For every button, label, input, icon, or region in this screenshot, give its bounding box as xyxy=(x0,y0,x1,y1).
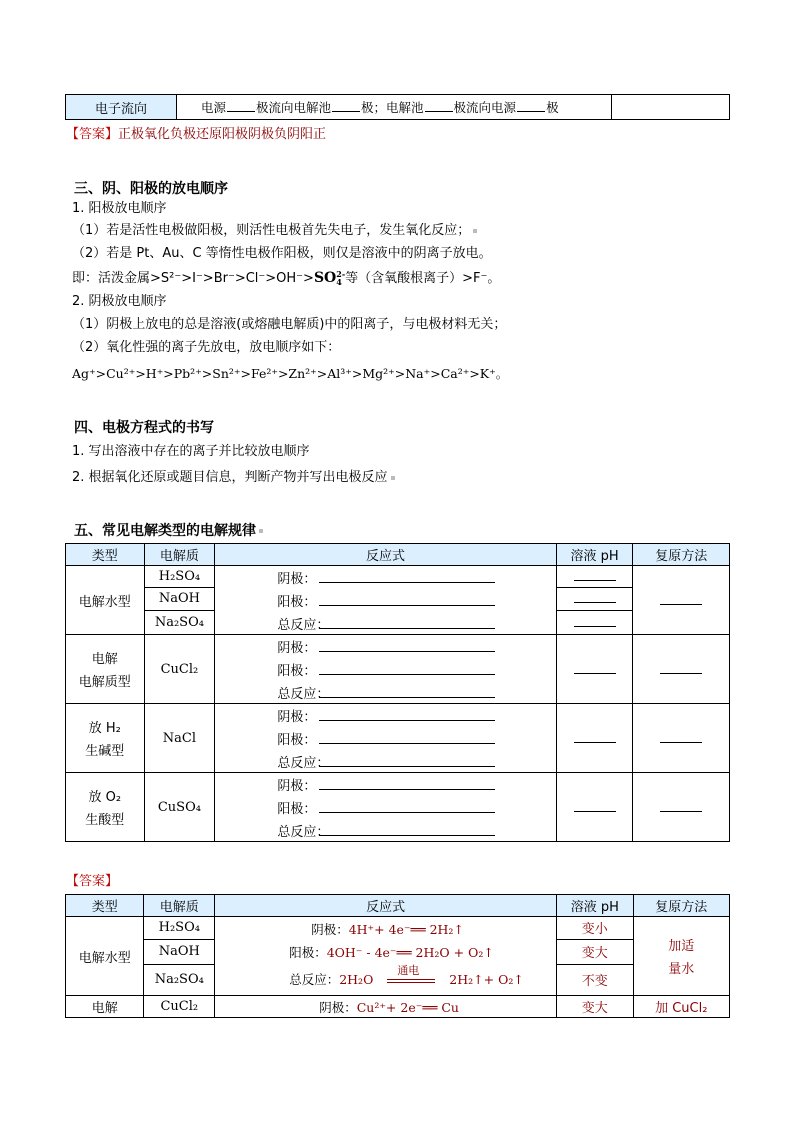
electrolyte-cell: CuCl₂ xyxy=(144,635,215,704)
answer-table xyxy=(65,894,730,1018)
answer-line[interactable] xyxy=(660,592,702,605)
marker-dot xyxy=(391,476,395,480)
reaction-cell xyxy=(215,566,556,635)
section-3-p8: Ag⁺>Cu²⁺>H⁺>Pb²⁺>Sn²⁺>Fe²⁺>Zn²⁺>Al³⁺>Mg²⁺>Na⁺>Ca²⁺>K⁺。 xyxy=(72,366,509,381)
sulfate-formula: SO 2- 4 xyxy=(313,269,346,287)
answer-blank[interactable] xyxy=(332,101,360,112)
answer-1 xyxy=(66,126,326,144)
ph-cell xyxy=(556,704,633,773)
reaction-cell xyxy=(215,704,556,773)
answer-2-tag: 【答案】 xyxy=(66,874,119,889)
col-header: 类型 xyxy=(66,544,145,566)
ph-cell: 不变 xyxy=(557,964,633,995)
col-header: 电解质 xyxy=(144,544,215,566)
electron-flow-text-5: 极 xyxy=(546,100,559,115)
anode-label: 阳极： xyxy=(277,733,317,748)
answer-line[interactable] xyxy=(319,835,495,836)
marker-dot xyxy=(259,529,263,533)
ph-cell xyxy=(556,773,633,842)
cathode-equation: 4H⁺+ 4e⁻══ 2H₂↑ xyxy=(348,922,464,937)
section-3-p5: 2. 阴极放电顺序 xyxy=(72,294,167,309)
section-3-p2: （1）若是活性电极做阳极，则活性电极首先失电子，发生氧化反应； xyxy=(72,222,477,240)
electrolyte-cell: NaOH xyxy=(144,939,215,964)
section-3-p3: （2）若是 Pt、Au、C 等惰性电极作阳极，则仅是溶液中的阴离子放电。 xyxy=(72,246,492,261)
electrolyte-cell: NaOH xyxy=(144,588,215,610)
answer-line[interactable] xyxy=(574,799,616,812)
answer-line[interactable] xyxy=(319,789,495,790)
section-4-p2: 2. 根据氧化还原或题目信息，判断产物并写出电极反应 xyxy=(72,469,395,487)
cathode-label: 阴极： xyxy=(319,999,357,1015)
reaction-cell xyxy=(215,773,556,842)
electrolysis-table xyxy=(65,543,730,842)
answer-line[interactable] xyxy=(660,661,702,674)
answer-line[interactable] xyxy=(574,590,616,603)
section-3-p7: （2）氧化性强的离子先放电，放电顺序如下： xyxy=(72,340,341,355)
section-4-title: 四、电极方程式的书写 xyxy=(74,420,214,436)
col-header: 类型 xyxy=(66,895,144,917)
anode-order-text: 即：活泼金属>S²⁻>I⁻>Br⁻>Cl⁻>OH⁻> xyxy=(72,271,314,286)
answer-line[interactable] xyxy=(319,605,495,606)
ph-cell: 变大 xyxy=(557,939,633,964)
electrolyte-cell: Na₂SO₄ xyxy=(144,610,215,634)
restore-cell xyxy=(633,566,730,635)
ph-cell: 变小 xyxy=(557,917,633,940)
section-4-p1: 1. 写出溶液中存在的离子并比较放电顺序 xyxy=(72,444,310,459)
reaction-cell xyxy=(215,635,556,704)
ph-cell xyxy=(556,566,633,588)
answer-text: 正极氧化负极还原阳极阴极负阴阳正 xyxy=(118,127,327,142)
overall-label: 总反应： xyxy=(277,687,330,702)
cathode-label: 阴极： xyxy=(277,779,317,794)
answer-line[interactable] xyxy=(660,730,702,743)
overall-right: 2H₂↑+ O₂↑ xyxy=(449,972,524,987)
type-cell: 电解水型 xyxy=(66,917,144,996)
answer-line[interactable] xyxy=(574,661,616,674)
electrolyte-cell: CuSO₄ xyxy=(144,773,215,842)
answer-tag: 【答案】 xyxy=(66,127,119,142)
cathode-equation: Cu²⁺+ 2e⁻══ Cu xyxy=(356,999,459,1015)
col-header: 反应式 xyxy=(215,895,557,917)
type-cell: 放 H₂ 生碱型 xyxy=(66,704,145,773)
type-cell: 放 O₂ 生酸型 xyxy=(66,773,145,842)
electron-flow-content-cell xyxy=(177,95,612,120)
anode-label: 阳极： xyxy=(277,595,317,610)
section-3-title: 三、阴、阳极的放电顺序 xyxy=(74,181,228,197)
type-cell: 电解水型 xyxy=(66,566,145,635)
ph-cell xyxy=(556,588,633,610)
cathode-label: 阴极： xyxy=(277,572,317,587)
ph-cell xyxy=(556,610,633,634)
answer-line[interactable] xyxy=(319,720,495,721)
electron-flow-empty-cell xyxy=(612,95,730,120)
col-header: 复原方法 xyxy=(633,544,730,566)
answer-line[interactable] xyxy=(319,766,495,767)
col-header: 溶液 pH xyxy=(557,895,633,917)
anode-label: 阳极： xyxy=(277,664,317,679)
overall-label: 总反应： xyxy=(277,618,330,633)
ph-cell xyxy=(556,635,633,704)
electron-flow-table xyxy=(65,94,730,120)
marker-dot xyxy=(473,229,477,233)
answer-blank[interactable] xyxy=(425,101,453,112)
electrolyte-cell: H₂SO₄ xyxy=(144,917,215,940)
answer-line[interactable] xyxy=(660,799,702,812)
restore-cell: 加 CuCl₂ xyxy=(633,996,729,1018)
electrolyte-cell: CuCl₂ xyxy=(144,996,215,1018)
anode-label: 阳极： xyxy=(289,945,327,960)
anode-equation: 4OH⁻ - 4e⁻══ 2H₂O + O₂↑ xyxy=(326,945,494,960)
answer-line[interactable] xyxy=(319,743,495,744)
reaction-cell xyxy=(215,996,557,1018)
electrolyte-cell: NaCl xyxy=(144,704,215,773)
answer-line[interactable] xyxy=(574,730,616,743)
col-header: 反应式 xyxy=(215,544,556,566)
cathode-label: 阴极： xyxy=(277,710,317,725)
col-header: 溶液 pH xyxy=(556,544,633,566)
section-5-title: 五、常见电解类型的电解规律 xyxy=(74,520,263,540)
type-cell: 电解 xyxy=(66,996,144,1018)
anode-label: 阳极： xyxy=(277,802,317,817)
electron-flow-label: 电子流向 xyxy=(94,101,147,117)
electron-flow-text-2: 极流向电解池 xyxy=(256,100,332,115)
electron-flow-text-4: 极流向电源 xyxy=(453,100,517,115)
col-header: 复原方法 xyxy=(633,895,729,917)
section-3-p6: （1）阴极上放电的总是溶液(或熔融电解质)中的阳离子，与电极材料无关； xyxy=(72,317,507,332)
section-3-p4 xyxy=(72,269,500,288)
overall-left: 2H₂O xyxy=(339,972,374,987)
answer-blank[interactable] xyxy=(227,101,255,112)
cathode-label: 阴极： xyxy=(311,922,349,937)
type-cell: 电解 电解质型 xyxy=(66,635,145,704)
anode-order-text-2: 等（含氧酸根离子）>F⁻。 xyxy=(345,271,501,286)
answer-line[interactable] xyxy=(574,614,616,627)
answer-line[interactable] xyxy=(319,582,495,583)
electrolysis-arrow: 通电 xyxy=(387,974,435,988)
overall-label: 总反应： xyxy=(289,972,340,987)
electron-flow-label-cell xyxy=(66,95,177,120)
answer-line[interactable] xyxy=(574,568,616,581)
answer-line[interactable] xyxy=(319,812,495,813)
reaction-cell xyxy=(215,917,557,996)
answer-line[interactable] xyxy=(319,651,495,652)
cathode-label: 阴极： xyxy=(277,641,317,656)
restore-cell xyxy=(633,635,730,704)
electrolyte-cell: Na₂SO₄ xyxy=(144,964,215,995)
section-3-p1: 1. 阳极放电顺序 xyxy=(72,201,167,216)
answer-line[interactable] xyxy=(319,697,495,698)
electron-flow-text-1: 电源 xyxy=(201,100,227,115)
electron-flow-text-3: 极；电解池 xyxy=(361,100,424,115)
answer-blank[interactable] xyxy=(517,101,545,112)
col-header: 电解质 xyxy=(144,895,215,917)
overall-label: 总反应： xyxy=(277,825,330,840)
ph-cell: 变大 xyxy=(557,996,633,1018)
restore-cell xyxy=(633,773,730,842)
answer-line[interactable] xyxy=(319,674,495,675)
answer-line[interactable] xyxy=(319,628,495,629)
overall-label: 总反应： xyxy=(277,756,330,771)
electrolyte-cell: H₂SO₄ xyxy=(144,566,215,588)
restore-cell xyxy=(633,704,730,773)
restore-cell: 加适 量水 xyxy=(633,917,729,996)
